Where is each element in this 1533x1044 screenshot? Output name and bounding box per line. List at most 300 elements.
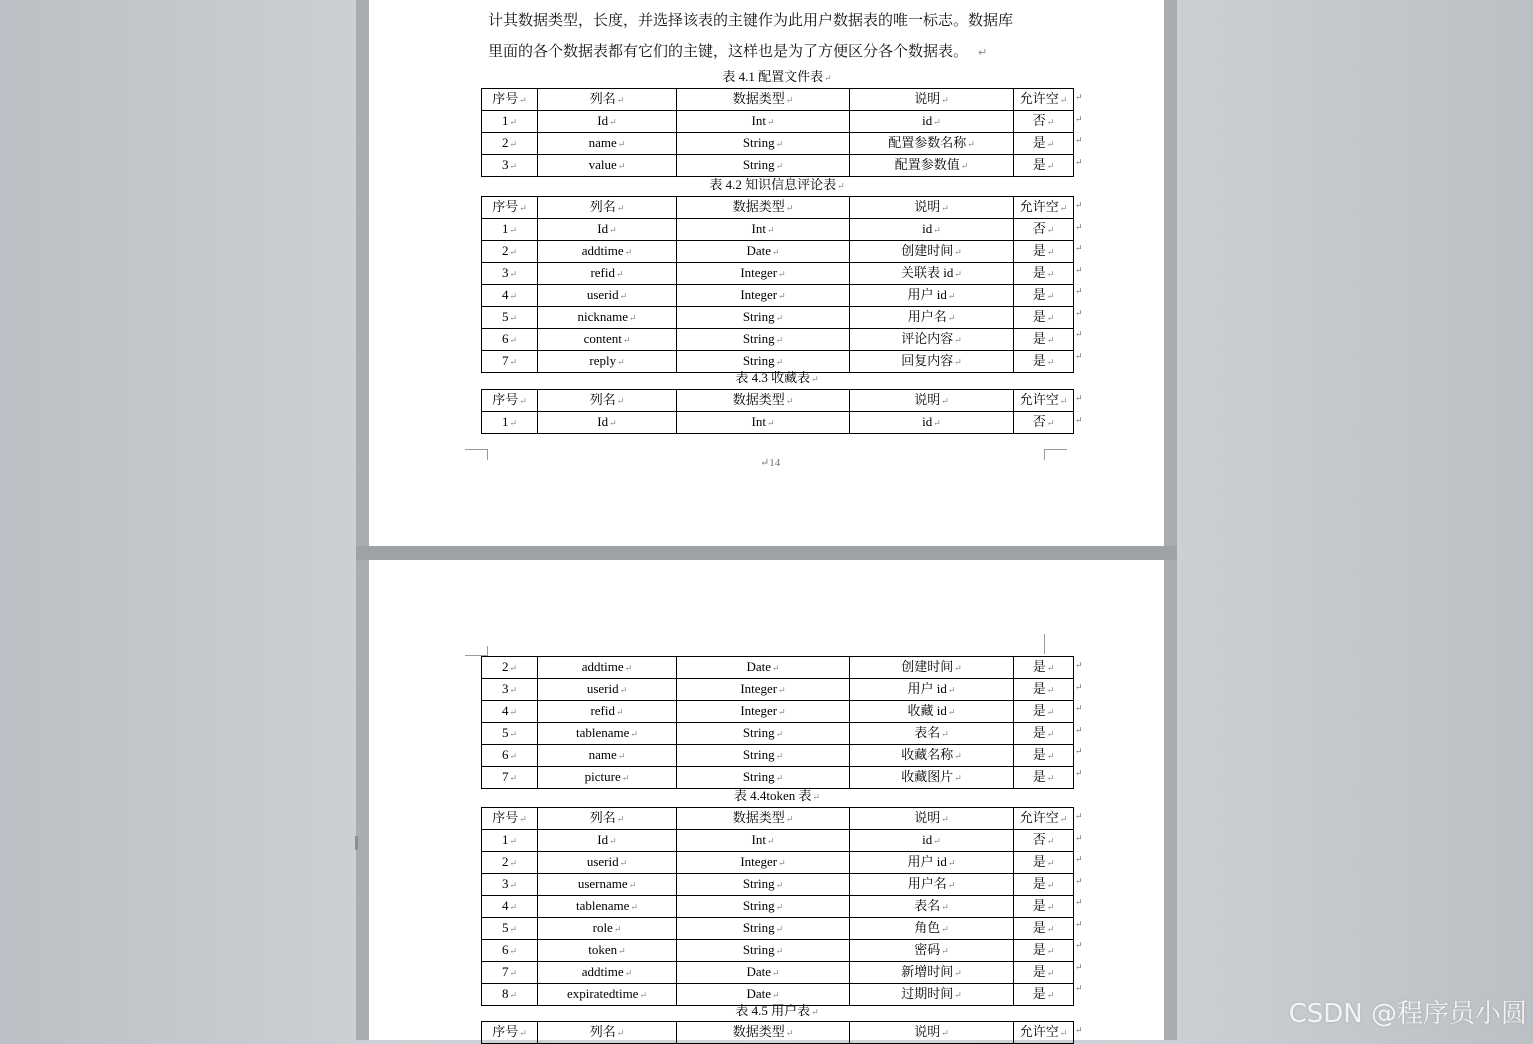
cell-description <box>850 111 1014 133</box>
cell-end-mark: ↵ <box>622 335 631 345</box>
cell-end-mark: ↵ <box>785 1028 794 1038</box>
paragraph-mark: ↵ <box>837 181 845 191</box>
cell-text: 回复内容 <box>901 353 954 368</box>
cell-end-mark: ↵ <box>616 707 624 717</box>
cell-end-mark: ↵ <box>933 225 941 235</box>
cell-text: 列名 <box>589 1024 616 1039</box>
cell-end-mark: ↵ <box>616 269 624 279</box>
cell-description <box>850 285 1014 307</box>
cell-text: 是 <box>1032 287 1046 302</box>
cell-text: addtime <box>581 964 624 979</box>
cell-text: Integer <box>740 265 778 280</box>
paragraph-mark: ↵ <box>978 46 988 59</box>
cell-nullable <box>1014 745 1074 767</box>
cell-text: 序号 <box>492 1024 519 1039</box>
table-row <box>482 219 1074 241</box>
cell-end-mark: ↵ <box>1046 729 1055 739</box>
cell-text: 是 <box>1032 725 1046 740</box>
cell-end-mark: ↵ <box>619 291 628 301</box>
cell-data-type <box>677 155 850 177</box>
cell-end-mark: ↵ <box>775 139 784 149</box>
cell-end-mark: ↵ <box>617 357 625 367</box>
cell-text: id <box>922 113 933 128</box>
cell-end-mark: ↵ <box>509 663 518 673</box>
cell-seq <box>482 412 538 434</box>
table-row <box>482 155 1074 177</box>
cell-end-mark: ↵ <box>785 814 794 824</box>
header-seq <box>482 197 538 219</box>
cell-end-mark: ↵ <box>509 880 518 890</box>
cell-end-mark: ↵ <box>954 247 962 257</box>
cell-nullable <box>1014 307 1074 329</box>
cell-end-mark: ↵ <box>954 269 962 279</box>
cell-text: 列名 <box>589 199 616 214</box>
cell-text: 否 <box>1032 113 1046 128</box>
cell-end-mark: ↵ <box>1046 990 1055 1000</box>
cell-text: 角色 <box>914 920 941 935</box>
scroll-marker <box>355 836 358 850</box>
cell-end-mark: ↵ <box>1046 357 1055 367</box>
cell-nullable <box>1014 679 1074 701</box>
header-description <box>850 197 1014 219</box>
comment-table <box>481 196 1074 373</box>
cell-data-type <box>677 896 850 918</box>
cell-column-name <box>538 285 677 307</box>
cell-text: Id <box>597 414 609 429</box>
paragraph-line-2 <box>488 36 1068 68</box>
cell-data-type <box>677 874 850 896</box>
cell-end-mark: ↵ <box>1059 1028 1068 1038</box>
cell-seq <box>482 830 538 852</box>
cell-text: value <box>588 157 617 172</box>
cell-text: String <box>742 331 775 346</box>
cell-data-type <box>677 219 850 241</box>
cell-end-mark: ↵ <box>519 814 527 824</box>
cell-end-mark: ↵ <box>509 335 518 345</box>
cell-end-mark: ↵ <box>1046 139 1055 149</box>
cell-text: tablename <box>576 725 630 740</box>
cell-end-mark: ↵ <box>954 357 962 367</box>
cell-column-name <box>538 962 677 984</box>
cell-end-mark: ↵ <box>630 729 638 739</box>
row-end-mark: ↵ <box>1075 724 1083 735</box>
cell-end-mark: ↵ <box>629 313 637 323</box>
cell-text: 是 <box>1032 986 1046 1001</box>
table-caption-4-1 <box>481 67 1073 87</box>
cell-seq <box>482 285 538 307</box>
header-column-name <box>538 808 677 830</box>
cell-end-mark: ↵ <box>1046 225 1055 235</box>
cell-text: 数据类型 <box>732 810 785 825</box>
cell-column-name <box>538 896 677 918</box>
cell-text: 是 <box>1032 747 1046 762</box>
cell-end-mark: ↵ <box>624 663 633 673</box>
cell-end-mark: ↵ <box>509 247 518 257</box>
header-column-name <box>538 1022 677 1044</box>
cell-end-mark: ↵ <box>775 357 784 367</box>
cell-text: 允许空 <box>1019 199 1059 214</box>
cell-end-mark: ↵ <box>941 924 949 934</box>
cell-text: 3 <box>501 681 509 696</box>
cell-end-mark: ↵ <box>954 663 962 673</box>
cell-text: 说明 <box>914 1024 941 1039</box>
cell-text: 说明 <box>914 810 941 825</box>
cell-text: 是 <box>1032 659 1046 674</box>
cell-column-name <box>538 329 677 351</box>
cell-text: 配置参数名称 <box>888 135 967 150</box>
cell-text: 是 <box>1032 353 1046 368</box>
row-end-mark: ↵ <box>1075 811 1083 821</box>
cell-end-mark: ↵ <box>775 729 784 739</box>
table-row <box>482 896 1074 918</box>
margin-corner-mark <box>465 646 488 656</box>
table-row <box>482 745 1074 767</box>
cell-text: addtime <box>581 243 624 258</box>
cell-text: 数据类型 <box>732 392 785 407</box>
cell-end-mark: ↵ <box>1046 773 1055 783</box>
cell-data-type <box>677 307 850 329</box>
cell-text: 序号 <box>492 91 519 106</box>
header-data-type <box>677 89 850 111</box>
header-seq <box>482 89 538 111</box>
cell-end-mark: ↵ <box>954 773 962 783</box>
cell-data-type <box>677 940 850 962</box>
cell-text: Int <box>751 414 766 429</box>
cell-end-mark: ↵ <box>519 95 527 105</box>
row-end-mark: ↵ <box>1075 200 1083 210</box>
row-end-mark: ↵ <box>1075 961 1083 972</box>
cell-text: 收藏 id <box>907 703 947 718</box>
cell-text: Date <box>746 964 771 979</box>
cell-text: Integer <box>740 287 778 302</box>
table-row <box>482 263 1074 285</box>
cell-data-type <box>677 412 850 434</box>
cell-column-name <box>538 263 677 285</box>
cell-end-mark: ↵ <box>954 751 962 761</box>
cell-end-mark: ↵ <box>509 313 518 323</box>
cell-end-mark: ↵ <box>609 117 617 127</box>
cell-text: Id <box>597 113 609 128</box>
cell-text: 5 <box>501 725 509 740</box>
cell-text: String <box>742 725 775 740</box>
cell-end-mark: ↵ <box>509 225 518 235</box>
cell-column-name <box>538 155 677 177</box>
cell-nullable <box>1014 896 1074 918</box>
cell-text: String <box>742 942 775 957</box>
cell-seq <box>482 723 538 745</box>
cell-end-mark: ↵ <box>509 924 518 934</box>
cell-text: 1 <box>501 221 509 236</box>
cell-text: 是 <box>1032 769 1046 784</box>
cell-text: 是 <box>1032 309 1046 324</box>
cell-text: 是 <box>1032 854 1046 869</box>
cell-column-name <box>538 219 677 241</box>
cell-text: 表名 <box>914 898 941 913</box>
cell-end-mark: ↵ <box>941 396 949 406</box>
cell-end-mark: ↵ <box>1046 924 1055 934</box>
cell-description <box>850 133 1014 155</box>
cell-end-mark: ↵ <box>947 858 956 868</box>
cell-column-name <box>538 940 677 962</box>
cell-nullable <box>1014 852 1074 874</box>
cell-column-name <box>538 133 677 155</box>
cell-end-mark: ↵ <box>1046 269 1055 279</box>
cell-end-mark: ↵ <box>772 990 780 1000</box>
cell-end-mark: ↵ <box>509 858 518 868</box>
cell-end-mark: ↵ <box>624 968 633 978</box>
header-description <box>850 1022 1014 1044</box>
cell-end-mark: ↵ <box>616 203 625 213</box>
cell-text: Date <box>746 243 771 258</box>
header-nullable <box>1014 197 1074 219</box>
cell-data-type <box>677 918 850 940</box>
cell-text: 6 <box>501 747 509 762</box>
table-row <box>482 241 1074 263</box>
cell-data-type <box>677 657 850 679</box>
config-table <box>481 88 1074 177</box>
cell-end-mark: ↵ <box>1046 335 1055 345</box>
cell-end-mark: ↵ <box>954 335 962 345</box>
cell-description <box>850 962 1014 984</box>
cell-end-mark: ↵ <box>775 880 784 890</box>
row-end-mark: ↵ <box>1075 854 1083 864</box>
cell-text: 是 <box>1032 898 1046 913</box>
cell-nullable <box>1014 874 1074 896</box>
cell-end-mark: ↵ <box>509 773 518 783</box>
cell-end-mark: ↵ <box>509 751 518 761</box>
cell-text: 1 <box>501 113 509 128</box>
cell-description <box>850 219 1014 241</box>
cell-end-mark: ↵ <box>954 968 962 978</box>
cell-end-mark: ↵ <box>1046 247 1055 257</box>
cell-nullable <box>1014 329 1074 351</box>
cell-column-name <box>538 679 677 701</box>
cell-text: 序号 <box>492 810 519 825</box>
cell-end-mark: ↵ <box>947 685 956 695</box>
table-caption-4-5 <box>481 1001 1073 1021</box>
cell-text: 4 <box>501 287 509 302</box>
cell-text: 2 <box>501 243 509 258</box>
page-edge-right <box>1164 0 1177 546</box>
cell-seq <box>482 111 538 133</box>
cell-text: 收藏图片 <box>901 769 954 784</box>
row-end-mark: ↵ <box>1075 897 1083 907</box>
row-end-mark: ↵ <box>1075 414 1083 425</box>
cell-text: 8 <box>501 986 509 1001</box>
header-data-type <box>677 808 850 830</box>
cell-end-mark: ↵ <box>509 269 518 279</box>
cell-end-mark: ↵ <box>630 902 638 912</box>
cell-text: Integer <box>740 854 778 869</box>
cell-text: Id <box>597 832 609 847</box>
cell-end-mark: ↵ <box>941 95 949 105</box>
header-description <box>850 89 1014 111</box>
row-end-mark: ↵ <box>1075 243 1083 253</box>
cell-end-mark: ↵ <box>509 729 518 739</box>
cell-data-type <box>677 701 850 723</box>
cell-text: 4 <box>501 703 509 718</box>
row-end-mark: ↵ <box>1075 350 1083 361</box>
row-end-mark: ↵ <box>1075 1025 1083 1035</box>
margin-corner-mark <box>1044 634 1067 654</box>
cell-column-name <box>538 412 677 434</box>
cell-text: 是 <box>1032 135 1046 150</box>
table-row <box>482 657 1074 679</box>
cell-end-mark: ↵ <box>775 751 784 761</box>
cell-text: 是 <box>1032 703 1046 718</box>
cell-end-mark: ↵ <box>775 924 784 934</box>
cell-text: 是 <box>1032 876 1046 891</box>
cell-text: 创建时间 <box>901 659 954 674</box>
cell-nullable <box>1014 111 1074 133</box>
header-data-type <box>677 1022 850 1044</box>
cell-nullable <box>1014 133 1074 155</box>
cell-text: userid <box>586 287 619 302</box>
cell-end-mark: ↵ <box>628 880 637 890</box>
cell-nullable <box>1014 285 1074 307</box>
cell-end-mark: ↵ <box>1046 685 1055 695</box>
cell-column-name <box>538 111 677 133</box>
cell-text: 7 <box>501 964 509 979</box>
cell-column-name <box>538 241 677 263</box>
caption-text: 表 4.4token 表 <box>733 788 812 803</box>
cell-end-mark: ↵ <box>1046 663 1055 673</box>
row-end-mark: ↵ <box>1075 156 1083 167</box>
cell-description <box>850 874 1014 896</box>
cell-end-mark: ↵ <box>778 291 786 301</box>
cell-data-type <box>677 329 850 351</box>
cell-text: 表名 <box>914 725 941 740</box>
cell-text: userid <box>586 854 619 869</box>
cell-text: String <box>742 898 775 913</box>
cell-end-mark: ↵ <box>1046 968 1055 978</box>
header-data-type <box>677 390 850 412</box>
cell-end-mark: ↵ <box>775 313 784 323</box>
cell-text: String <box>742 920 775 935</box>
cell-text: 数据类型 <box>732 199 785 214</box>
cell-end-mark: ↵ <box>509 357 518 367</box>
table-row <box>482 285 1074 307</box>
cell-text: Int <box>751 832 766 847</box>
cell-seq <box>482 962 538 984</box>
cell-seq <box>482 307 538 329</box>
cell-text: 2 <box>501 854 509 869</box>
cell-text: 3 <box>501 265 509 280</box>
header-nullable <box>1014 808 1074 830</box>
cell-end-mark: ↵ <box>785 203 794 213</box>
caption-text: 表 4.5 用户表 <box>735 1003 811 1018</box>
cell-end-mark: ↵ <box>609 836 617 846</box>
cell-text: 序号 <box>492 199 519 214</box>
paragraph-mark: ↵ <box>811 1007 819 1017</box>
cell-end-mark: ↵ <box>933 418 941 428</box>
cell-text: 允许空 <box>1019 1024 1059 1039</box>
caption-text: 表 4.3 收藏表 <box>735 370 811 385</box>
cell-seq <box>482 940 538 962</box>
cell-end-mark: ↵ <box>947 313 956 323</box>
cell-end-mark: ↵ <box>1046 418 1055 428</box>
cell-column-name <box>538 830 677 852</box>
table-header-row <box>482 197 1074 219</box>
cell-end-mark: ↵ <box>766 836 775 846</box>
cell-end-mark: ↵ <box>609 418 617 428</box>
cell-data-type <box>677 723 850 745</box>
cell-data-type <box>677 241 850 263</box>
cell-text: 说明 <box>914 392 941 407</box>
cell-column-name <box>538 657 677 679</box>
table-caption-4-4 <box>481 786 1073 806</box>
table-caption-4-3 <box>481 368 1073 388</box>
cell-seq <box>482 241 538 263</box>
cell-text: Int <box>751 113 766 128</box>
cell-nullable <box>1014 155 1074 177</box>
cell-text: 允许空 <box>1019 91 1059 106</box>
cell-text: refid <box>590 703 615 718</box>
cell-nullable <box>1014 263 1074 285</box>
cell-end-mark: ↵ <box>775 773 784 783</box>
cell-text: refid <box>590 265 615 280</box>
cell-end-mark: ↵ <box>616 396 625 406</box>
cell-text: 2 <box>501 135 509 150</box>
cell-text: 5 <box>501 920 509 935</box>
cell-text: tablename <box>576 898 630 913</box>
cell-column-name <box>538 745 677 767</box>
cell-text: 是 <box>1032 243 1046 258</box>
cell-description <box>850 241 1014 263</box>
cell-end-mark: ↵ <box>941 946 949 956</box>
cell-nullable <box>1014 723 1074 745</box>
cell-seq <box>482 745 538 767</box>
cell-end-mark: ↵ <box>933 836 941 846</box>
cell-description <box>850 896 1014 918</box>
cell-text: userid <box>586 681 619 696</box>
cell-text: id <box>922 414 933 429</box>
header-nullable <box>1014 89 1074 111</box>
cell-data-type <box>677 679 850 701</box>
cell-end-mark: ↵ <box>947 291 956 301</box>
cell-end-mark: ↵ <box>509 117 518 127</box>
cell-end-mark: ↵ <box>766 418 775 428</box>
cell-data-type <box>677 745 850 767</box>
table-row <box>482 133 1074 155</box>
cell-text: name <box>588 747 617 762</box>
cell-text: 是 <box>1032 157 1046 172</box>
table-row <box>482 412 1074 434</box>
cell-end-mark: ↵ <box>509 418 518 428</box>
cell-text: id <box>922 221 933 236</box>
cell-seq <box>482 679 538 701</box>
cell-description <box>850 723 1014 745</box>
cell-end-mark: ↵ <box>778 685 786 695</box>
cell-text: content <box>583 331 622 346</box>
paragraph-mark: ↵ <box>824 73 832 83</box>
cell-data-type <box>677 830 850 852</box>
row-end-mark: ↵ <box>1075 703 1083 713</box>
cell-end-mark: ↵ <box>609 225 617 235</box>
cell-text: 是 <box>1032 942 1046 957</box>
header-column-name <box>538 197 677 219</box>
cell-text: 3 <box>501 157 509 172</box>
cell-end-mark: ↵ <box>1059 203 1068 213</box>
cell-seq <box>482 155 538 177</box>
cell-end-mark: ↵ <box>619 858 628 868</box>
cell-end-mark: ↵ <box>509 139 518 149</box>
cell-text: 5 <box>501 309 509 324</box>
cell-text: String <box>742 309 775 324</box>
table-row <box>482 723 1074 745</box>
cell-seq <box>482 701 538 723</box>
cell-nullable <box>1014 241 1074 263</box>
